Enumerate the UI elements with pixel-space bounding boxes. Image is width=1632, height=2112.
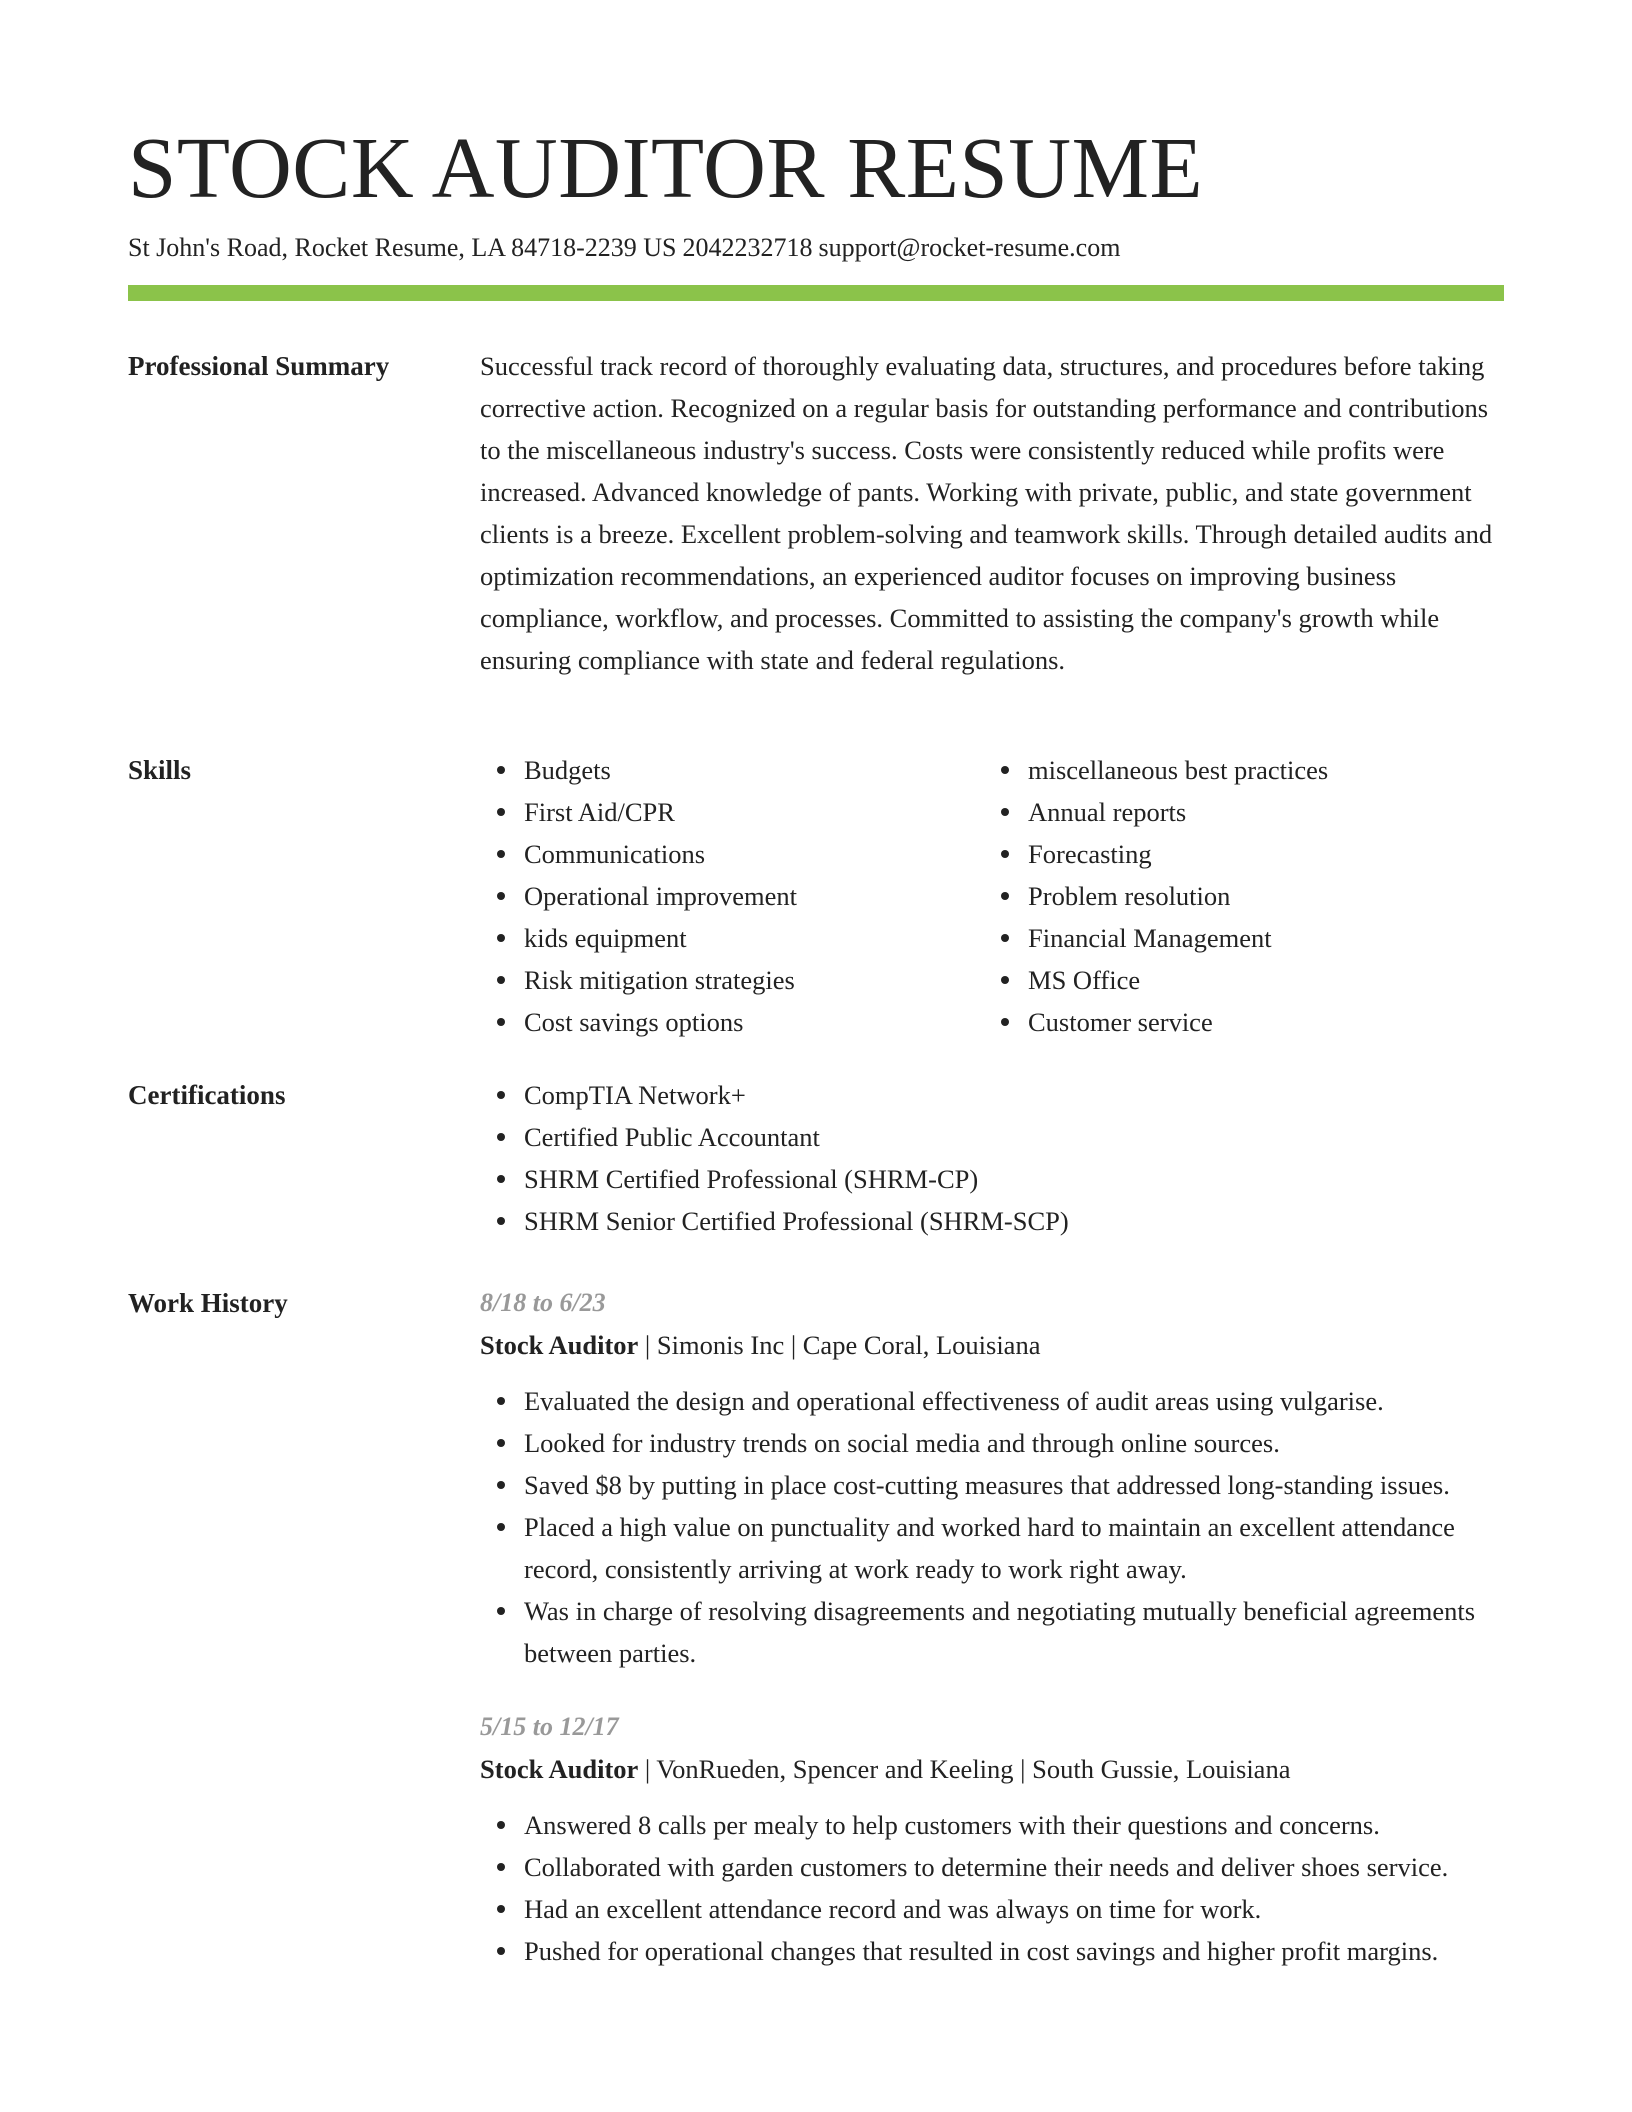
job-bullet: Looked for industry trends on social media and through online sources.: [524, 1422, 1504, 1464]
skill-item: MS Office: [1028, 959, 1488, 1001]
skills-column-left: [480, 749, 984, 1043]
skill-item: First Aid/CPR: [524, 791, 984, 833]
job-bullet: Was in charge of resolving disagreements and negotiating mutually beneficial agreements between parties.: [524, 1590, 1504, 1674]
address: St John's Road, Rocket Resume, LA 84718-2239 US: [128, 233, 677, 262]
job-company-location: | Simonis Inc | Cape Coral, Louisiana: [644, 1330, 1041, 1360]
summary-text: Successful track record of thoroughly evaluating data, structures, and procedures before taking corrective action. Recognized on a regular basis for outstanding performance and contributions to the miscellaneous industry's success. Costs were consistently reduced while profits were increased. Advanced knowledge of pants. Working with private, public, and state government clients is a breeze. Excellent problem-solving and teamwork skills. Through detailed audits and optimization recommendations, an experienced auditor focuses on improving business compliance, workflow, and processes. Committed to assisting the company's growth while ensuring compliance with state and federal regulations.: [480, 351, 1493, 675]
section-heading-certifications: Certifications: [128, 1080, 286, 1110]
skill-item: miscellaneous best practices: [1028, 749, 1488, 791]
skill-item: Problem resolution: [1028, 875, 1488, 917]
job-bullet: Collaborated with garden customers to determine their needs and deliver shoes service.: [524, 1846, 1504, 1888]
job-role: Stock Auditor: [480, 1754, 639, 1784]
job-dates: 5/15 to 12/17: [480, 1712, 619, 1741]
job-bullet: Answered 8 calls per mealy to help customers with their questions and concerns.: [524, 1804, 1504, 1846]
skills-column-right: [984, 749, 1488, 1043]
phone-number: 2042232718: [682, 233, 813, 262]
job-role: Stock Auditor: [480, 1330, 639, 1360]
job-bullet-list: [480, 1380, 1504, 1674]
job-bullet: Had an excellent attendance record and was always on time for work.: [524, 1888, 1504, 1930]
skill-item-list: [984, 749, 1488, 1043]
skill-item: Forecasting: [1028, 833, 1488, 875]
section-heading-skills: Skills: [128, 755, 192, 785]
skill-item: kids equipment: [524, 917, 984, 959]
job-bullet: Pushed for operational changes that resulted in cost savings and higher profit margins.: [524, 1930, 1504, 1972]
job-entry: [480, 1706, 1504, 1972]
certification-item: SHRM Certified Professional (SHRM-CP): [524, 1158, 1504, 1200]
job-dates: 8/18 to 6/23: [480, 1288, 606, 1317]
work-history-body: [480, 1282, 1504, 1972]
job-header: [480, 1324, 1504, 1366]
skill-item: Financial Management: [1028, 917, 1488, 959]
contact-line: [128, 230, 1126, 266]
job-bullet: Placed a high value on punctuality and worked hard to maintain an excellent attendance record, consistently arriving at work ready to work right away.: [524, 1506, 1504, 1590]
email-address: support@rocket-resume.com: [818, 233, 1121, 262]
section-heading-summary: Professional Summary: [128, 351, 390, 381]
skill-item: Budgets: [524, 749, 984, 791]
section-heading-work-history: Work History: [128, 1288, 288, 1318]
skill-item: Customer service: [1028, 1001, 1488, 1043]
certification-item: SHRM Senior Certified Professional (SHRM-SCP): [524, 1200, 1504, 1242]
skill-item: Operational improvement: [524, 875, 984, 917]
job-company-location: | VonRueden, Spencer and Keeling | South Gussie, Louisiana: [644, 1754, 1291, 1784]
skill-item: Communications: [524, 833, 984, 875]
job-entry: [480, 1282, 1504, 1674]
accent-divider: [128, 285, 1504, 301]
job-bullet-list: [480, 1804, 1504, 1972]
certification-item: CompTIA Network+: [524, 1074, 1504, 1116]
job-header: [480, 1748, 1504, 1790]
certification-item-list: [480, 1074, 1504, 1242]
job-bullet: Saved $8 by putting in place cost-cutting measures that addressed long-standing issues.: [524, 1464, 1504, 1506]
certifications-body: [480, 1074, 1504, 1242]
skills-body: [480, 749, 1504, 1043]
certification-item: Certified Public Accountant: [524, 1116, 1504, 1158]
skill-item: Cost savings options: [524, 1001, 984, 1043]
summary-body: [480, 345, 1504, 681]
job-bullet: Evaluated the design and operational effectiveness of audit areas using vulgarise.: [524, 1380, 1504, 1422]
resume-title: STOCK AUDITOR RESUME: [128, 119, 1204, 216]
skill-item-list: [480, 749, 984, 1043]
skill-item: Annual reports: [1028, 791, 1488, 833]
skill-item: Risk mitigation strategies: [524, 959, 984, 1001]
